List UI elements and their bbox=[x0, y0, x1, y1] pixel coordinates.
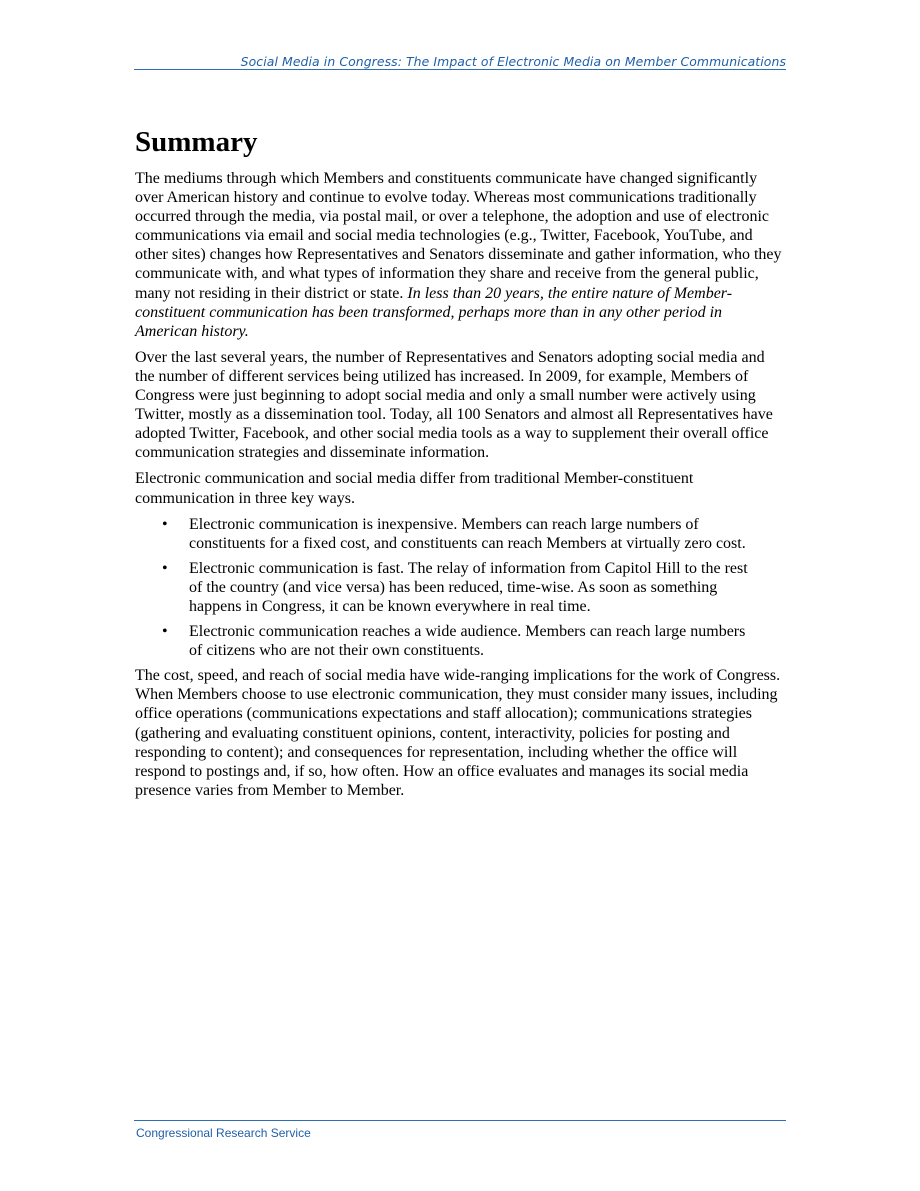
bullet-icon: • bbox=[162, 559, 168, 577]
bullet-icon: • bbox=[162, 515, 168, 533]
footer-organization: Congressional Research Service bbox=[136, 1126, 311, 1140]
bullet-icon: • bbox=[162, 623, 168, 641]
list-item-text: Electronic communication is fast. The relay of information from Capitol Hill to the rest of the country (and vice versa) has been reduced, time-wise. As soon as something happens in Congress, it can be known everywhere in real time. bbox=[189, 559, 748, 615]
page-footer bbox=[134, 1120, 786, 1142]
summary-paragraph-1-italic: In less than 20 years, the entire nature of Member-constituent communication has been transformed, perhaps more than in any other period in American history. bbox=[135, 284, 733, 340]
list-item bbox=[135, 622, 749, 660]
summary-paragraph-4: The cost, speed, and reach of social media have wide-ranging implications for the work of Congress. When Members choose to use electronic communication, they must consider many issues, including office operations (communications expectations and staff allocation); communications strategies (gathering and evaluating constituent opinions, content, interactivity, policies for posting and responding to content); and consequences for representation, including whether the office will respond to postings and, if so, how often. How an office evaluates and manages its social media presence varies from Member to Member. bbox=[135, 667, 781, 799]
list-item bbox=[135, 515, 749, 553]
summary-paragraph-1-text: The mediums through which Members and constituents communicate have changed significantly over American history and continue to evolve today. Whereas most communications traditionally occurred through the media, via postal mail, or over a telephone, the adoption and use of electronic communications via email and social media technologies (e.g., Twitter, Facebook, YouTube, and other sites) changes how Representatives and Senators disseminate and gather information, who they communicate with, and what types of information they share and receive from the general public, many not residing in their district or state. bbox=[135, 170, 782, 302]
running-header bbox=[134, 54, 786, 70]
list-item bbox=[135, 559, 749, 616]
summary-paragraph-1 bbox=[135, 169, 787, 341]
summary-heading: Summary bbox=[135, 126, 258, 158]
summary-paragraph-3: Electronic communication and social media differ from traditional Member-constituent communication in three key ways. bbox=[135, 470, 694, 507]
list-item-text: Electronic communication is inexpensive. Members can reach large numbers of constituents for a fixed cost, and constituents can reach Members at virtually zero cost. bbox=[189, 515, 746, 552]
key-ways-list bbox=[135, 515, 787, 661]
list-item-text: Electronic communication reaches a wide audience. Members can reach large numbers of citizens who are not their own constituents. bbox=[189, 623, 746, 660]
running-header-title: Social Media in Congress: The Impact of Electronic Media on Member Communications bbox=[240, 54, 786, 69]
summary-paragraph-2: Over the last several years, the number of Representatives and Senators adopting social media and the number of different services being utilized has increased. In 2009, for example, Members of Congress were just beginning to adopt social media and only a small number were actively using Twitter, mostly as a dissemination tool. Today, all 100 Senators and almost all Representatives have adopted Twitter, Facebook, and other social media tools as a way to supplement their overall office communication strategies and disseminate information. bbox=[135, 348, 773, 462]
page-content bbox=[135, 122, 787, 807]
